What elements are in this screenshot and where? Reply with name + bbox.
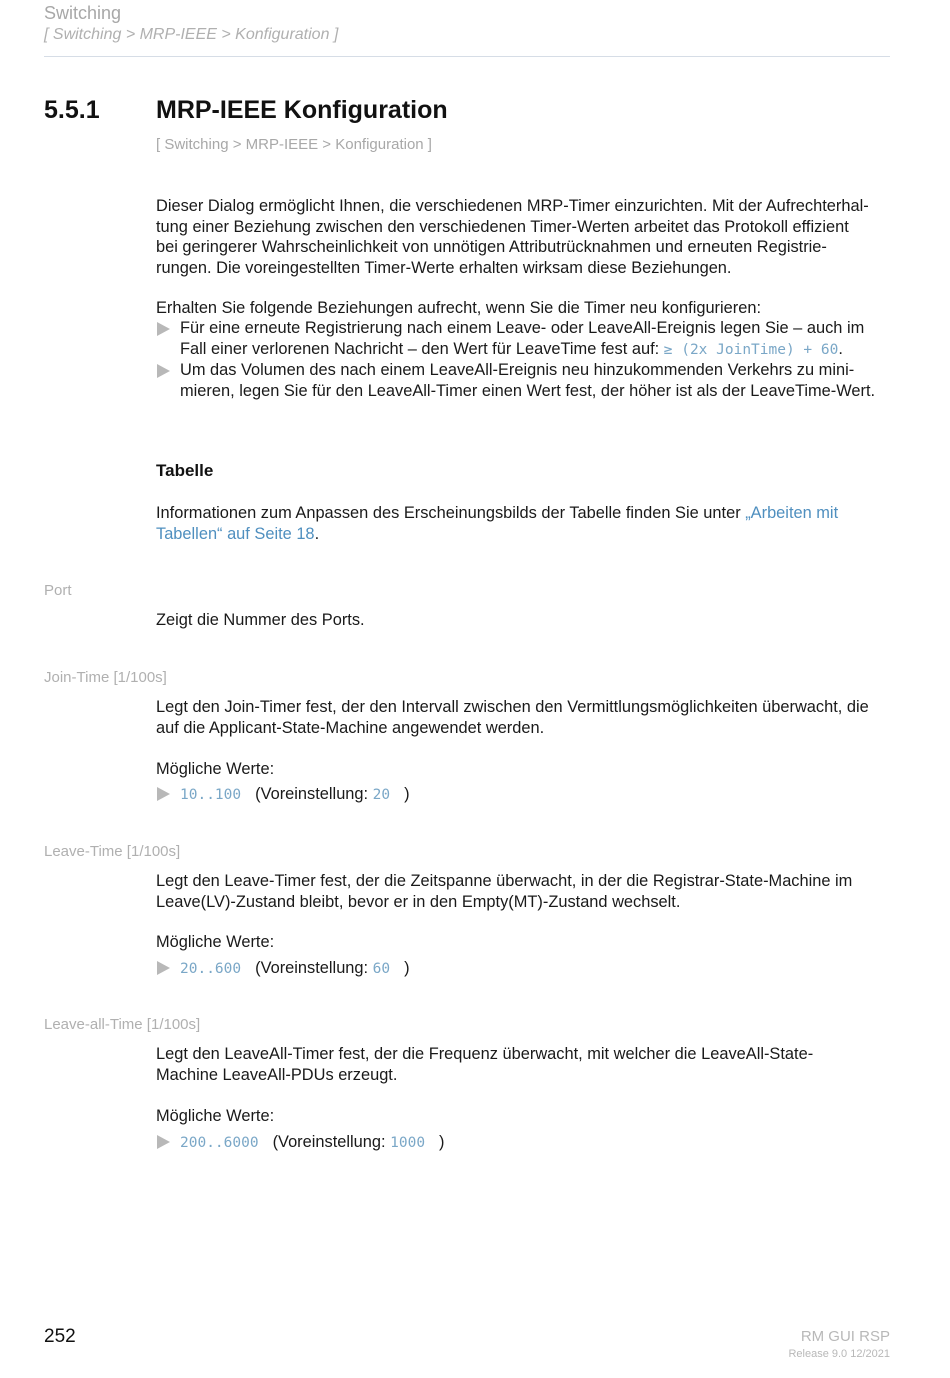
default-suffix: ) [404,959,410,977]
field-desc-leave-all-time [156,1044,896,1085]
values-label: Mögliche Werte: [156,1107,275,1125]
bullet-triangle-icon [157,1135,170,1149]
section-title: MRP-IEEE Konfiguration [156,96,448,124]
field-label-leave-all-time: Leave-all-Time [1/100s] [44,1016,201,1033]
intro-paragraph [156,196,896,278]
table-link[interactable]: Tabellen“ auf Seite 18 [156,524,315,543]
table-text-end: . [314,524,320,543]
header-divider [44,56,890,57]
values-row [156,784,410,805]
default-prefix: (Voreinstellung: [272,1133,391,1151]
running-header-title: Switching [44,3,122,23]
field-label-join-time: Join-Time [1/100s] [44,669,167,686]
list-item [156,958,410,979]
field-desc-port: Zeigt die Nummer des Ports. [156,611,365,629]
default-value: 1000 [390,1135,426,1151]
footer-product: RM GUI RSP [800,1328,890,1345]
default-value: 60 [372,961,391,977]
value-range: 200..6000 [180,1135,259,1151]
bullet-triangle-icon [157,961,170,975]
relations-lead: Erhalten Sie folgende Beziehungen aufrecht, wenn Sie die Timer neu konfigurieren: [156,299,762,317]
bullet-text-end: . [838,339,843,358]
intro-line: tung einer Beziehung zwischen den verschiedenen Timer-Werten arbeitet das Protokoll effizient [156,217,849,236]
desc-line: Legt den Leave-Timer fest, der die Zeitspanne überwacht, in der die Registrar-State-Machine im [156,872,853,890]
bullet-triangle-icon [157,364,170,378]
running-header-breadcrumb: [ Switching > MRP-IEEE > Konfiguration ] [44,26,339,43]
list-item [156,318,896,360]
relations-list [156,318,896,401]
bullet-text [180,339,896,361]
list-item [156,784,410,805]
values-label: Mögliche Werte: [156,933,275,951]
intro-line: rungen. Die voreingestellten Timer-Werte erhalten wirksam diese Beziehungen. [156,258,732,277]
default-prefix: (Voreinstellung: [255,785,373,803]
table-text: Informationen zum Anpassen des Erscheinungsbilds der Tabelle finden Sie unter [156,504,746,522]
page-number: 252 [44,1326,76,1347]
bullet-text: mieren, legen Sie für den LeaveAll-Timer einen Wert fest, der höher ist als der LeaveTime-Wert. [180,381,876,400]
value-range: 20..600 [180,961,242,977]
values-row [156,1132,445,1153]
default-value: 20 [372,787,391,803]
table-heading: Tabelle [156,461,214,480]
values-row [156,958,410,979]
bullet-text-part: Fall einer verlorenen Nachricht – den Wert für LeaveTime fest auf: [180,339,664,358]
field-label-leave-time: Leave-Time [1/100s] [44,843,181,860]
field-desc-join-time [156,697,896,738]
default-suffix: ) [404,785,410,803]
list-item [156,360,896,401]
desc-line: auf die Applicant-State-Machine angewendet werden. [156,718,545,737]
value-range: 10..100 [180,787,242,803]
section-number: 5.5.1 [44,96,100,124]
table-paragraph [156,503,896,544]
desc-line: Legt den Join-Timer fest, der den Intervall zwischen den Vermittlungsmöglichkeiten überwacht, die [156,698,869,716]
list-item [156,1132,445,1153]
desc-line: Legt den LeaveAll-Timer fest, der die Frequenz überwacht, mit welcher die LeaveAll-State- [156,1045,814,1063]
values-label: Mögliche Werte: [156,760,275,778]
bullet-triangle-icon [157,787,170,801]
bullet-text: Für eine erneute Registrierung nach einem Leave- oder LeaveAll-Ereignis legen Sie – auch im [180,319,865,337]
intro-line: Dieser Dialog ermöglicht Ihnen, die verschiedenen MRP-Timer einzurichten. Mit der Aufrechterhal- [156,197,869,215]
desc-line: Machine LeaveAll-PDUs erzeugt. [156,1065,398,1084]
default-suffix: ) [439,1133,445,1151]
bullet-text: Um das Volumen des nach einem LeaveAll-Ereignis neu hinzukommenden Verkehrs zu mini- [180,361,855,379]
footer-release: Release 9.0 12/2021 [788,1348,890,1360]
intro-line: bei geringerer Wahrscheinlichkeit von unnötigen Attributrücknahmen und erneuten Registrie- [156,238,827,256]
section-breadcrumb: [ Switching > MRP-IEEE > Konfiguration ] [156,136,432,153]
field-label-port: Port [44,582,72,599]
table-link[interactable]: „Arbeiten mit [745,504,839,522]
default-prefix: (Voreinstellung: [255,959,373,977]
leave-time-formula: ≥ (2x JoinTime) + 60 [663,341,839,358]
field-desc-leave-time [156,871,896,912]
desc-line: Leave(LV)-Zustand bleibt, bevor er in den Empty(MT)-Zustand wechselt. [156,892,681,911]
bullet-triangle-icon [157,322,170,336]
